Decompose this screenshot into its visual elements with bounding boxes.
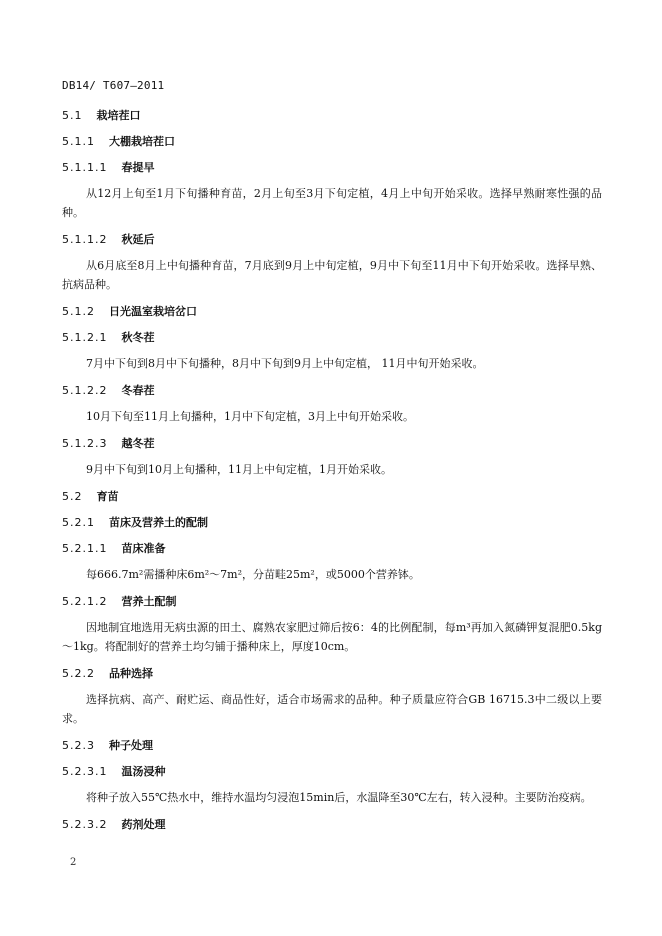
section-title: 苗床及营养土的配制 <box>109 516 208 529</box>
section-heading <box>62 103 602 129</box>
section-title: 栽培茬口 <box>96 109 141 122</box>
paragraph: 10月下旬至11月上旬播种，1月中下旬定植，3月上中旬开始采收。 <box>86 410 414 423</box>
section-title: 秋冬茬 <box>121 331 155 344</box>
section-number: 5.2.3.2 <box>62 818 108 831</box>
section-title: 大棚栽培茬口 <box>109 135 175 148</box>
section-number: 5.1.1.2 <box>62 233 108 246</box>
section-heading <box>62 431 602 457</box>
section-title: 育苗 <box>96 490 119 503</box>
section-number: 5.1.2.2 <box>62 384 108 397</box>
section-heading <box>62 299 602 325</box>
paragraph: 9月中下旬到10月上旬播种，11月上中旬定植，1月开始采收。 <box>86 463 392 476</box>
section-number: 5.2.3 <box>62 739 95 752</box>
section-number: 5.1.2.3 <box>62 437 108 450</box>
section-heading <box>62 325 602 351</box>
section-heading <box>62 759 602 785</box>
paragraph: 从12月上旬至1月下旬播种育苗，2月上旬至3月下旬定植，4月上中旬开始采收。选择早熟耐寒性强的品种。 <box>62 187 602 219</box>
section-number: 5.2 <box>62 490 83 503</box>
section-heading <box>62 812 602 838</box>
section-title: 越冬茬 <box>121 437 155 450</box>
section-heading <box>62 484 602 510</box>
section-number: 5.2.1.1 <box>62 542 108 555</box>
paragraph: 选择抗病、高产、耐贮运、商品性好，适合市场需求的品种。种子质量应符合GB 16715.3中二级以上要求。 <box>62 693 602 725</box>
section-number: 5.2.2 <box>62 667 95 680</box>
section-title: 秋延后 <box>121 233 155 246</box>
section-title: 营养土配制 <box>121 595 177 608</box>
section-title: 品种选择 <box>109 667 153 680</box>
section-number: 5.2.3.1 <box>62 765 108 778</box>
section-number: 5.1.1.1 <box>62 161 108 174</box>
section-title: 药剂处理 <box>121 818 166 831</box>
section-number: 5.1.2 <box>62 305 95 318</box>
section-heading <box>62 129 602 155</box>
section-number: 5.1.1 <box>62 135 95 148</box>
document-code: DB14/ T607—2011 <box>62 79 165 92</box>
document-body <box>62 103 602 838</box>
paragraph: 每666.7m²需播种床6m²～7m²，分苗畦25m²，或5000个营养钵。 <box>86 568 420 581</box>
section-title: 冬春茬 <box>121 384 155 397</box>
section-heading <box>62 661 602 687</box>
paragraph: 将种子放入55℃热水中，维持水温均匀浸泡15min后，水温降至30℃左右，转入浸种。主要防治疫病。 <box>86 791 592 804</box>
section-title: 苗床准备 <box>121 542 166 555</box>
section-number: 5.1.2.1 <box>62 331 108 344</box>
page-number: 2 <box>70 857 77 868</box>
paragraph: 因地制宜地选用无病虫源的田土、腐熟农家肥过筛后按6：4的比例配制，每m³再加入氮磷钾复混肥0.5kg～1kg。将配制好的营养土均匀铺于播种床上，厚度10cm。 <box>62 621 602 653</box>
section-title: 温汤浸种 <box>121 765 166 778</box>
section-number: 5.2.1 <box>62 516 95 529</box>
section-title: 春提早 <box>121 161 155 174</box>
section-title: 日光温室栽培岔口 <box>109 305 197 318</box>
section-title: 种子处理 <box>109 739 153 752</box>
section-heading <box>62 378 602 404</box>
section-number: 5.2.1.2 <box>62 595 108 608</box>
section-heading <box>62 733 602 759</box>
paragraph: 7月中下旬到8月中下旬播种，8月中下旬到9月上中旬定植， 11月中旬开始采收。 <box>86 357 484 370</box>
section-heading <box>62 227 602 253</box>
section-heading <box>62 155 602 181</box>
paragraph: 从6月底至8月上中旬播种育苗，7月底到9月上中旬定植，9月中下旬至11月中下旬开始采收。选择早熟、抗病品种。 <box>62 259 602 291</box>
section-heading <box>62 536 602 562</box>
section-heading <box>62 510 602 536</box>
section-heading <box>62 589 602 615</box>
section-number: 5.1 <box>62 109 83 122</box>
